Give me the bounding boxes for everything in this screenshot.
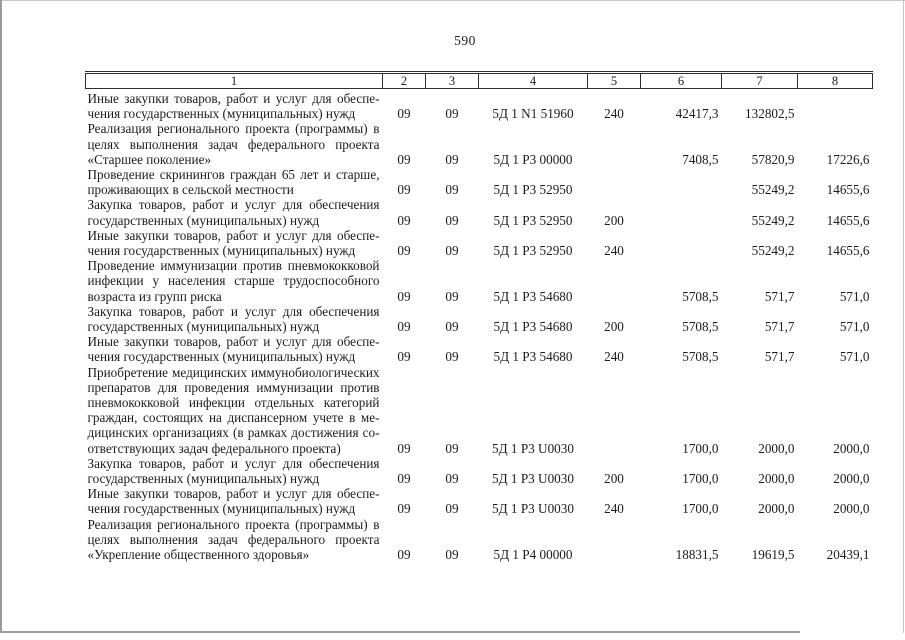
row-name-cell <box>86 167 383 197</box>
table-row <box>86 365 873 456</box>
row-name-cell <box>86 304 383 334</box>
table-header-row <box>86 73 873 89</box>
sum-2021-cell: 571,0 <box>839 349 870 365</box>
row-name-line: пневмококковой инфекции отдельных категорий <box>87 395 380 411</box>
sum-2021-cell: 17226,6 <box>826 151 870 167</box>
csr-cell: 5Д 1 Р3 00000 <box>493 151 573 167</box>
table-row <box>86 167 873 197</box>
sum-2020-cell: 2000,0 <box>758 440 795 456</box>
rz-cell: 09 <box>397 151 411 167</box>
sum-2021-cell: 14655,6 <box>826 212 870 228</box>
pr-cell: 09 <box>445 471 459 487</box>
sum-2021-cell: 14655,6 <box>826 243 870 259</box>
row-name-line: Иные закупки товаров, работ и услуг для обеспе- <box>87 91 380 106</box>
sum-2020-cell: 571,7 <box>764 288 795 304</box>
table-row <box>86 121 873 167</box>
vr-cell: 240 <box>604 106 624 122</box>
column-header-3: 3 <box>426 73 479 89</box>
table-row <box>86 334 873 364</box>
pr-cell: 09 <box>445 349 459 365</box>
rz-cell: 09 <box>397 212 411 228</box>
rz-cell: 09 <box>397 243 411 259</box>
column-header-2: 2 <box>383 73 426 89</box>
vr-cell: 240 <box>604 501 624 517</box>
row-name-line: целях выполнения задач федерального проекта <box>87 531 380 547</box>
sum-2021-cell: 20439,1 <box>826 547 870 563</box>
csr-cell: 5Д 1 Р3 U0030 <box>492 440 574 456</box>
sum-2020-cell: 55249,2 <box>751 182 795 198</box>
row-name-line: Проведение скринингов граждан 65 лет и старше, <box>87 167 380 183</box>
row-name-cell <box>86 197 383 227</box>
csr-cell: 5Д 1 Р3 54680 <box>493 319 573 335</box>
row-name-line: Иные закупки товаров, работ и услуг для обеспе- <box>87 486 380 502</box>
row-name-line: Иные закупки товаров, работ и услуг для обеспе- <box>87 334 380 350</box>
row-name-cell <box>86 121 383 167</box>
row-name-line: возраста из групп риска <box>87 288 222 304</box>
sum-2020-cell: 571,7 <box>764 349 795 365</box>
pr-cell: 09 <box>445 212 459 228</box>
vr-cell <box>588 167 641 197</box>
sum-2019-cell: 5708,5 <box>682 349 719 365</box>
column-header-8: 8 <box>798 73 873 89</box>
row-name-line: инфекции у населения старше трудоспособного <box>87 273 380 289</box>
row-name-cell <box>86 258 383 304</box>
sum-2021-cell: 14655,6 <box>826 182 870 198</box>
pr-cell: 09 <box>445 547 459 563</box>
row-name-cell <box>86 365 383 456</box>
row-name-line: препаратов для проведения иммунизации против <box>87 379 380 395</box>
budget-table <box>85 71 873 562</box>
table-row <box>86 517 873 563</box>
row-name-line: Проведение иммунизации против пневмококковой <box>87 258 380 274</box>
pr-cell: 09 <box>445 243 459 259</box>
vr-cell: 200 <box>604 212 624 228</box>
vr-cell <box>588 121 641 167</box>
table-row <box>86 486 873 516</box>
row-name-line: дицинских организациях (в рамках достижения со- <box>87 425 380 441</box>
table-row <box>86 258 873 304</box>
row-name-cell <box>86 486 383 516</box>
row-name-line: чения государственных (муниципальных) нужд <box>87 243 356 259</box>
rz-cell: 09 <box>397 288 411 304</box>
row-name-line: Приобретение медицинских иммунобиологических <box>87 364 380 380</box>
row-name-line: ответствующих задач федерального проекта) <box>87 440 341 456</box>
sum-2020-cell: 2000,0 <box>758 471 795 487</box>
csr-cell: 5Д 1 Р3 52950 <box>493 243 573 259</box>
table-row <box>86 456 873 486</box>
pr-cell: 09 <box>445 501 459 517</box>
csr-cell: 5Д 1 Р3 52950 <box>493 212 573 228</box>
sum-2019-cell: 1700,0 <box>682 440 719 456</box>
row-name-line: чения государственных (муниципальных) нужд <box>87 349 356 365</box>
vr-cell <box>588 517 641 563</box>
row-name-line: Иные закупки товаров, работ и услуг для обеспе- <box>87 227 380 243</box>
table-row <box>86 89 873 122</box>
column-header-4: 4 <box>479 73 588 89</box>
csr-cell: 5Д 1 Р3 U0030 <box>492 501 574 517</box>
row-name-cell <box>86 517 383 563</box>
row-name-cell <box>86 228 383 258</box>
pr-cell: 09 <box>445 440 459 456</box>
table-body <box>86 89 873 563</box>
page-edge-top <box>0 0 905 1</box>
csr-cell: 5Д 1 Р3 52950 <box>493 182 573 198</box>
row-name-line: Закупка товаров, работ и услуг для обеспечения <box>87 303 380 319</box>
sum-2020-cell: 55249,2 <box>751 243 795 259</box>
csr-cell: 5Д 1 Р4 00000 <box>493 547 573 563</box>
sum-2019-cell: 5708,5 <box>682 288 719 304</box>
sum-2021-cell: 571,0 <box>839 319 870 335</box>
sum-2020-cell: 571,7 <box>764 319 795 335</box>
rz-cell: 09 <box>397 349 411 365</box>
sum-2021-cell <box>798 89 873 122</box>
row-name-line: государственных (муниципальных) нужд <box>87 319 320 335</box>
page-edge-right <box>903 0 904 633</box>
vr-cell <box>588 258 641 304</box>
rz-cell: 09 <box>397 547 411 563</box>
row-name-line: «Укрепление общественного здоровья» <box>87 547 310 563</box>
page-edge-bottom <box>0 631 800 633</box>
sum-2021-cell: 2000,0 <box>833 501 870 517</box>
sum-2020-cell: 2000,0 <box>758 501 795 517</box>
csr-cell: 5Д 1 Р3 54680 <box>493 288 573 304</box>
row-name-cell <box>86 456 383 486</box>
vr-cell: 200 <box>604 319 624 335</box>
row-name-line: Закупка товаров, работ и услуг для обеспечения <box>87 197 380 213</box>
page-edge-left <box>0 0 2 633</box>
row-name-line: Реализация регионального проекта (программы) в <box>87 516 380 532</box>
row-name-cell <box>86 334 383 364</box>
table-row <box>86 197 873 227</box>
row-name-line: проживающих в сельской местности <box>87 182 294 198</box>
pr-cell: 09 <box>445 288 459 304</box>
row-name-line: чения государственных (муниципальных) нужд <box>87 501 356 517</box>
column-header-6: 6 <box>641 73 722 89</box>
sum-2020-cell: 57820,9 <box>751 151 795 167</box>
rz-cell: 09 <box>397 182 411 198</box>
rz-cell: 09 <box>397 106 411 122</box>
pr-cell: 09 <box>445 319 459 335</box>
vr-cell: 240 <box>604 243 624 259</box>
row-name-line: Закупка товаров, работ и услуг для обеспечения <box>87 455 380 471</box>
sum-2019-cell <box>641 197 722 227</box>
column-header-5: 5 <box>588 73 641 89</box>
table-row <box>86 304 873 334</box>
sum-2019-cell: 42417,3 <box>675 106 719 122</box>
sum-2020-cell: 132802,5 <box>745 106 795 122</box>
pr-cell: 09 <box>445 151 459 167</box>
column-header-1: 1 <box>86 73 383 89</box>
sum-2019-cell: 7408,5 <box>682 151 719 167</box>
sum-2019-cell: 18831,5 <box>675 547 719 563</box>
column-header-7: 7 <box>722 73 798 89</box>
csr-cell: 5Д 1 Р3 54680 <box>493 349 573 365</box>
sum-2019-cell: 1700,0 <box>682 471 719 487</box>
rz-cell: 09 <box>397 319 411 335</box>
sum-2021-cell: 571,0 <box>839 288 870 304</box>
rz-cell: 09 <box>397 471 411 487</box>
vr-cell: 240 <box>604 349 624 365</box>
row-name-line: чения государственных (муниципальных) нужд <box>87 106 356 122</box>
page-number: 590 <box>454 33 476 48</box>
sum-2021-cell: 2000,0 <box>833 471 870 487</box>
pr-cell: 09 <box>445 106 459 122</box>
vr-cell <box>588 365 641 456</box>
row-name-line: граждан, состоящих на диспансерном учете в ме- <box>87 410 380 426</box>
row-name-line: государственных (муниципальных) нужд <box>87 212 320 228</box>
rz-cell: 09 <box>397 440 411 456</box>
sum-2020-cell: 55249,2 <box>751 212 795 228</box>
row-name-line: целях выполнения задач федерального проекта <box>87 136 380 152</box>
table-row <box>86 228 873 258</box>
sum-2020-cell: 19619,5 <box>751 547 795 563</box>
csr-cell: 5Д 1 N1 51960 <box>492 106 574 122</box>
rz-cell: 09 <box>397 501 411 517</box>
row-name-line: Реализация регионального проекта (программы) в <box>87 121 380 137</box>
pr-cell: 09 <box>445 182 459 198</box>
sum-2021-cell: 2000,0 <box>833 440 870 456</box>
csr-cell: 5Д 1 Р3 U0030 <box>492 471 574 487</box>
sum-2019-cell: 5708,5 <box>682 319 719 335</box>
sum-2019-cell: 1700,0 <box>682 501 719 517</box>
sum-2019-cell <box>641 167 722 197</box>
row-name-cell <box>86 89 383 122</box>
vr-cell: 200 <box>604 471 624 487</box>
row-name-line: «Старшее поколение» <box>87 151 212 167</box>
sum-2019-cell <box>641 228 722 258</box>
row-name-line: государственных (муниципальных) нужд <box>87 471 320 487</box>
